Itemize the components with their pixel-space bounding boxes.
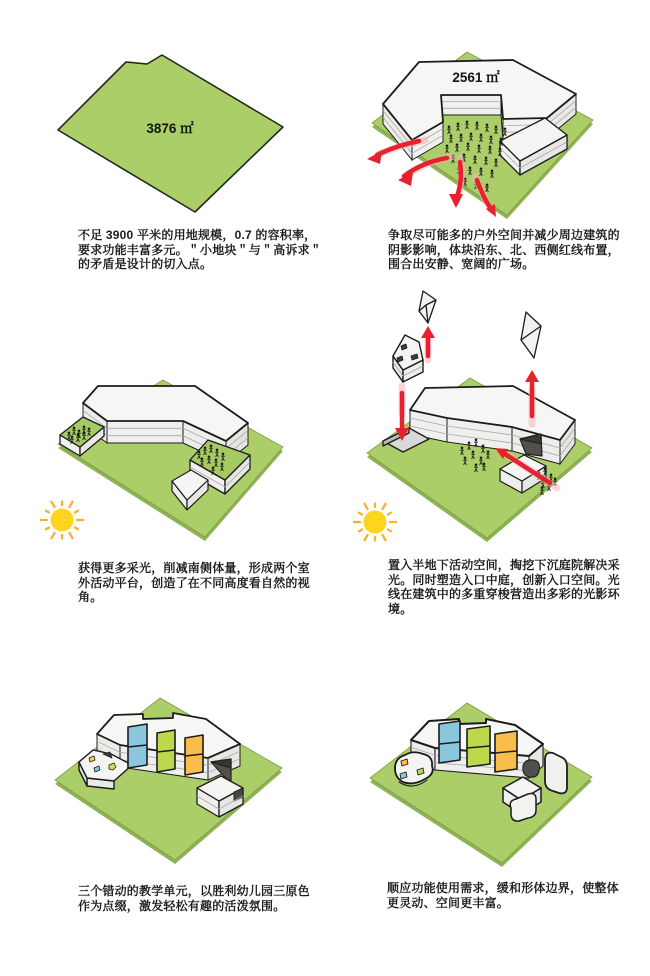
caption-line: 置入半地下活动空间，掏挖下沉庭院解决采 [388,558,620,572]
caption-line: 争取尽可能多的户外空间并减少周边建筑的 [388,228,620,242]
caption-daylight [78,561,310,605]
courtyard-void [523,760,540,777]
caption-line: 的矛盾是设计的切入点。 [78,257,213,272]
caption-line: 更灵动、空间更丰富。 [387,895,510,910]
panel-daylight-terraces [25,368,315,568]
caption-line: 角。 [78,590,103,605]
caption-line: 围合出安静、宽阔的广场。 [388,257,535,272]
panel-soft-edges [355,688,640,883]
right-slab [545,753,567,794]
caption-line: 境。 [388,601,413,616]
caption-line: 光。同时塑造入口中庭，创新入口空间。光 [388,572,620,587]
panel-massing [355,42,645,237]
caption-units [78,884,310,913]
sun-icon [41,502,83,539]
caption-line: 顺应功能使用需求，缓和形体边界，使整体 [387,881,619,895]
caption-line: 阴影影响，体块沿东、北、西侧红线布置， [388,242,620,257]
floating-pavilion [393,335,423,382]
caption-sunken [388,558,620,616]
panel-site-area [45,38,295,223]
sun-icon [354,504,396,541]
panel-teaching-units [35,688,320,883]
caption-line: 线在建筑中的多重穿梭营造出多彩的光影环 [388,587,620,602]
massing-area-label: 2561 ㎡ [452,70,500,85]
caption-soft [387,881,619,910]
caption-line: 获得更多采光，削减南侧体量，形成两个室 [78,561,310,575]
floating-prism [419,291,436,323]
caption-site-area [78,228,322,272]
floating-plane [521,312,541,358]
caption-line: 不足 3900 平米的用地规模，0.7 的容积率， [78,228,317,242]
caption-line: 外活动平台，创造了在不同高度看自然的视 [78,575,310,590]
panel-sunken-courtyard [345,278,645,560]
caption-line: 作为点缀，激发轻松有趣的活泼氛围。 [78,898,286,913]
caption-line: 三个错动的教学单元，以胜利幼儿园三原色 [78,884,310,898]
site-area-label: 3876 ㎡ [146,121,194,136]
caption-line: 要求功能丰富多元。＂小地块＂与＂高诉求＂ [78,242,323,257]
caption-massing [388,228,620,272]
